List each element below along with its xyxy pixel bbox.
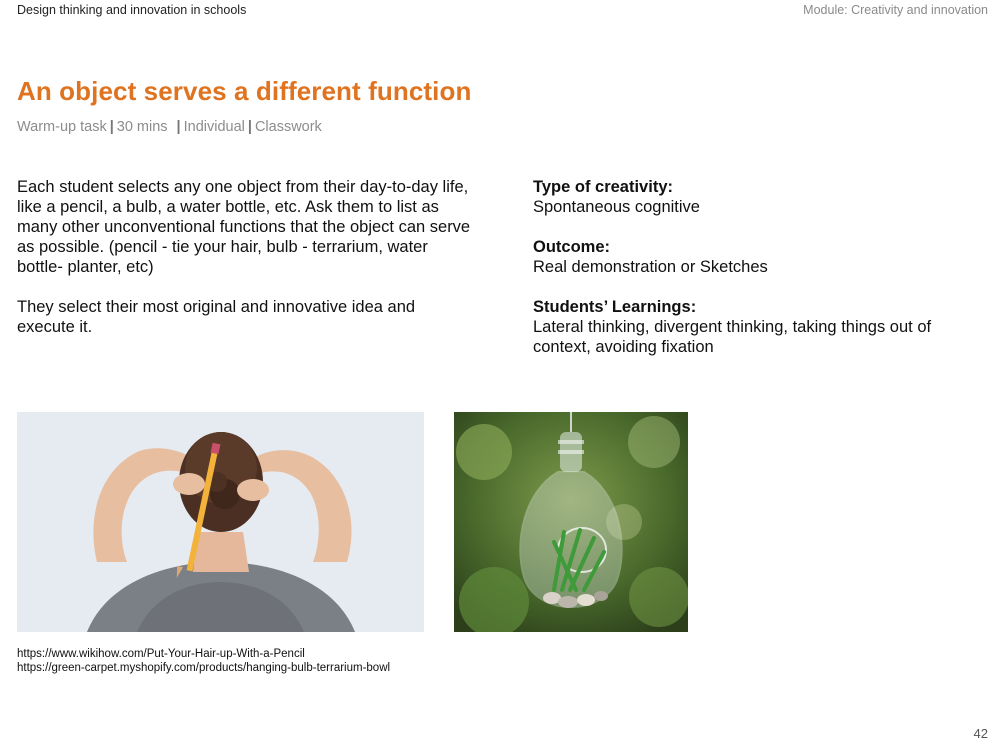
detail-learnings — [533, 297, 983, 357]
bulb-terrarium-photo — [454, 412, 688, 632]
description-paragraph: Each student selects any one object from their day-to-day life, like a pencil, a bulb, a water bottle, etc. Ask them to list as many other unconventional functions that the object can serve as possible. (pencil - tie your hair, bulb - terrarium, water bottle- planter, etc) — [17, 178, 471, 276]
task-mode: Individual — [183, 119, 245, 135]
detail-label: Type of creativity: — [533, 178, 673, 196]
course-title: Design thinking and innovation in schools — [17, 3, 247, 17]
image-credits — [17, 647, 390, 675]
detail-label: Students’ Learnings: — [533, 298, 697, 316]
task-type: Warm-up task — [17, 119, 107, 135]
detail-value: Lateral thinking, divergent thinking, taking things out of context, avoiding fixation — [533, 318, 932, 356]
detail-creativity-type — [533, 177, 983, 217]
detail-label: Outcome: — [533, 238, 611, 256]
module-label: Module: Creativity and innovation — [803, 3, 988, 17]
meta-separator: | — [109, 119, 114, 135]
meta-separator: | — [176, 119, 181, 135]
slide-title: An object serves a different function — [17, 76, 472, 106]
meta-separator: | — [247, 119, 252, 135]
credit-link[interactable]: https://www.wikihow.com/Put-Your-Hair-up-With-a-Pencil — [17, 648, 305, 660]
detail-value: Real demonstration or Sketches — [533, 258, 768, 276]
detail-outcome — [533, 237, 983, 277]
detail-value: Spontaneous cognitive — [533, 198, 700, 216]
page-number: 42 — [973, 726, 988, 741]
credit-link[interactable]: https://green-carpet.myshopify.com/products/hanging-bulb-terrarium-bowl — [17, 662, 391, 674]
task-description — [17, 177, 477, 337]
task-details — [533, 177, 983, 357]
task-duration: 30 mins — [116, 119, 168, 135]
pencil-in-hair-photo — [17, 412, 424, 632]
description-paragraph: They select their most original and innovative idea and execute it. — [17, 298, 416, 336]
task-meta — [17, 119, 322, 135]
task-setting: Classwork — [254, 119, 322, 135]
